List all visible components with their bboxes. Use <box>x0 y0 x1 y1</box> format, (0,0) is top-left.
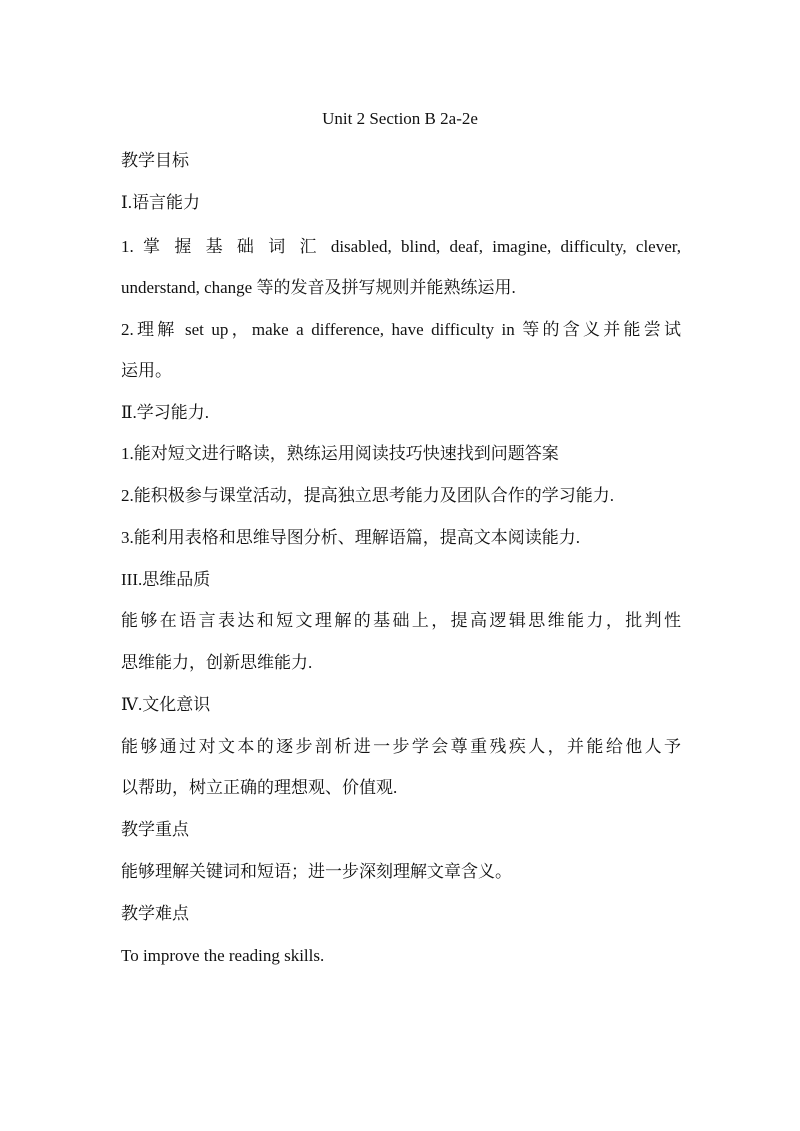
paragraph-line: 2.能积极参与课堂活动，提高独立思考能力及团队合作的学习能力. <box>121 486 614 505</box>
paragraph-line: 以帮助，树立正确的理想观、价值观. <box>121 778 398 797</box>
paragraph-line: 能够理解关键词和短语；进一步深刻理解文章含义。 <box>121 862 512 881</box>
heading-teaching-objectives: 教学目标 <box>121 151 189 170</box>
document-title: Unit 2 Section B 2a-2e <box>322 109 478 128</box>
subheading-thinking-quality: III.思维品质 <box>121 570 211 589</box>
subheading-learning-ability: Ⅱ.学习能力. <box>121 403 210 422</box>
subheading-cultural-awareness: Ⅳ.文化意识 <box>121 695 211 714</box>
heading-teaching-key-points: 教学重点 <box>121 820 189 839</box>
paragraph-line: To improve the reading skills. <box>121 946 325 965</box>
paragraph-line: understand, change 等的发音及拼写规则并能熟练运用. <box>121 278 516 297</box>
paragraph-line: 运用。 <box>121 361 172 380</box>
paragraph-line: 能够在语言表达和短文理解的基础上，提高逻辑思维能力，批判性 <box>121 611 681 630</box>
paragraph-line: 1.能对短文进行略读，熟练运用阅读技巧快速找到问题答案 <box>121 444 559 463</box>
subheading-language-ability: Ⅰ.语言能力 <box>121 193 200 212</box>
heading-teaching-difficulties: 教学难点 <box>121 904 189 923</box>
paragraph-line: 思维能力，创新思维能力. <box>121 653 313 672</box>
paragraph-line: 2.理解 set up，make a difference, have difficulty in 等的含义并能尝试 <box>121 320 681 339</box>
paragraph-line: 1. 掌 握 基 础 词 汇 disabled, blind, deaf, imagine, difficulty, clever, <box>121 237 681 256</box>
paragraph-line: 3.能利用表格和思维导图分析、理解语篇，提高文本阅读能力. <box>121 528 580 547</box>
paragraph-line: 能够通过对文本的逐步剖析进一步学会尊重残疾人，并能给他人予 <box>121 737 681 756</box>
